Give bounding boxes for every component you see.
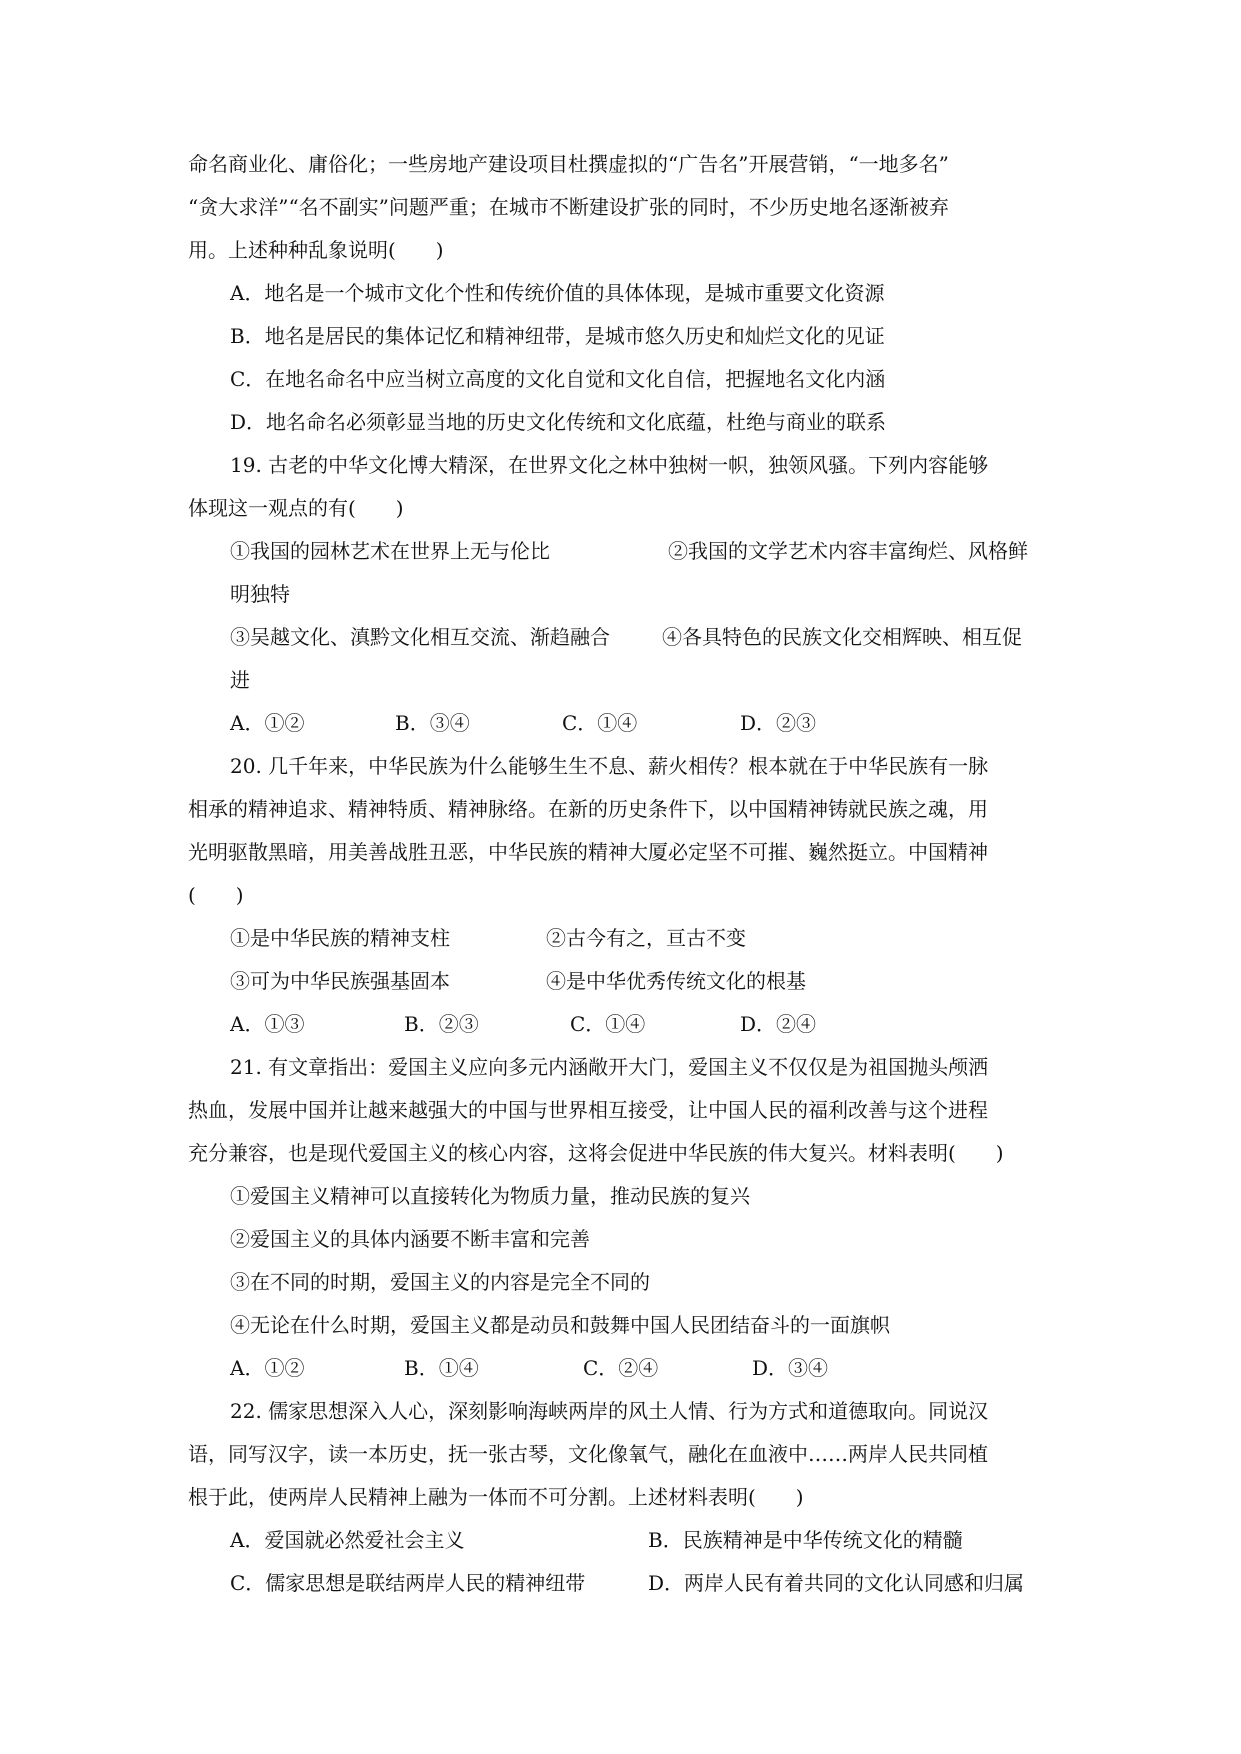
q20-option-b: B．②③ xyxy=(404,1012,479,1036)
q21-item-3: ③在不同的时期，爱国主义的内容是完全不同的 xyxy=(230,1270,650,1294)
q22-option-a: A．爱国就必然爱社会主义 xyxy=(230,1528,465,1552)
q18-option-c: C．在地名命名中应当树立高度的文化自觉和文化自信，把握地名文化内涵 xyxy=(230,367,886,391)
q20-item-4: ④是中华优秀传统文化的根基 xyxy=(546,969,806,993)
q22-option-d: D．两岸人民有着共同的文化认同感和归属 xyxy=(648,1571,1025,1595)
q20-item-3: ③可为中华民族强基固本 xyxy=(230,969,450,993)
q22-stem-line: 语，同写汉字，读一本历史，抚一张古琴，文化像氧气，融化在血液中……两岸人民共同植 xyxy=(188,1442,988,1466)
q21-option-c: C．②④ xyxy=(583,1356,659,1380)
q20-item-2: ②古今有之，亘古不变 xyxy=(546,926,746,950)
q21-stem-line: 21. 有文章指出：爱国主义应向多元内涵敞开大门，爱国主义不仅仅是为祖国抛头颅洒 xyxy=(230,1055,989,1079)
q20-option-c: C．①④ xyxy=(570,1012,646,1036)
q20-item-1: ①是中华民族的精神支柱 xyxy=(230,926,450,950)
q19-item-4: ④各具特色的民族文化交相辉映、相互促 xyxy=(662,625,1022,649)
q19-item-4-cont: 进 xyxy=(230,668,250,692)
q20-option-a: A．①③ xyxy=(230,1012,305,1036)
q22-option-b: B．民族精神是中华传统文化的精髓 xyxy=(648,1528,963,1552)
q20-stem-line: 光明驱散黑暗，用美善战胜丑恶，中华民族的精神大厦必定坚不可摧、巍然挺立。中国精神 xyxy=(188,840,988,864)
q21-option-a: A．①② xyxy=(230,1356,305,1380)
q19-option-a: A．①② xyxy=(230,711,305,735)
q22-option-c: C．儒家思想是联结两岸人民的精神纽带 xyxy=(230,1571,586,1595)
q19-option-d: D．②③ xyxy=(740,711,817,735)
q18-option-b: B．地名是居民的集体记忆和精神纽带，是城市悠久历史和灿烂文化的见证 xyxy=(230,324,885,348)
q19-option-b: B．③④ xyxy=(395,711,470,735)
q20-stem-line: 相承的精神追求、精神特质、精神脉络。在新的历史条件下，以中国精神铸就民族之魂，用 xyxy=(188,797,988,821)
q21-item-4: ④无论在什么时期，爱国主义都是动员和鼓舞中国人民团结奋斗的一面旗帜 xyxy=(230,1313,890,1337)
q18-option-d: D．地名命名必须彰显当地的历史文化传统和文化底蕴，杜绝与商业的联系 xyxy=(230,410,887,434)
q21-item-2: ②爱国主义的具体内涵要不断丰富和完善 xyxy=(230,1227,590,1251)
q21-stem-line: 充分兼容，也是现代爱国主义的核心内容，这将会促进中华民族的伟大复兴。材料表明( ) xyxy=(188,1141,1004,1165)
q19-option-c: C．①④ xyxy=(562,711,638,735)
q18-option-a: A．地名是一个城市文化个性和传统价值的具体体现，是城市重要文化资源 xyxy=(230,281,885,305)
q19-item-3: ③吴越文化、滇黔文化相互交流、渐趋融合 xyxy=(230,625,610,649)
q21-option-b: B．①④ xyxy=(404,1356,479,1380)
q19-stem-line: 体现这一观点的有( ) xyxy=(188,496,404,520)
q20-stem-line: 20. 几千年来，中华民族为什么能够生生不息、薪火相传？根本就在于中华民族有一脉 xyxy=(230,754,989,778)
q22-stem-line: 根于此，使两岸人民精神上融为一体而不可分割。上述材料表明( ) xyxy=(188,1485,804,1509)
q18-stem-line: “贪大求洋”“名不副实”问题严重；在城市不断建设扩张的同时，不少历史地名逐渐被弃 xyxy=(188,195,949,219)
q20-stem-line: ( ) xyxy=(188,883,244,907)
q21-item-1: ①爱国主义精神可以直接转化为物质力量，推动民族的复兴 xyxy=(230,1184,750,1208)
q20-option-d: D．②④ xyxy=(740,1012,817,1036)
q19-stem-line: 19. 古老的中华文化博大精深，在世界文化之林中独树一帜，独领风骚。下列内容能够 xyxy=(230,453,989,477)
q18-stem-line: 命名商业化、庸俗化；一些房地产建设项目杜撰虚拟的“广告名”开展营销，“一地多名” xyxy=(188,152,949,176)
q18-stem-line: 用。上述种种乱象说明( ) xyxy=(188,238,444,262)
q21-stem-line: 热血，发展中国并让越来越强大的中国与世界相互接受，让中国人民的福利改善与这个进程 xyxy=(188,1098,988,1122)
q19-item-2-cont: 明独特 xyxy=(230,582,290,606)
q19-item-1: ①我国的园林艺术在世界上无与伦比 xyxy=(230,539,550,563)
q22-stem-line: 22. 儒家思想深入人心，深刻影响海峡两岸的风土人情、行为方式和道德取向。同说汉 xyxy=(230,1399,989,1423)
q21-option-d: D．③④ xyxy=(752,1356,829,1380)
q19-item-2: ②我国的文学艺术内容丰富绚烂、风格鲜 xyxy=(668,539,1028,563)
